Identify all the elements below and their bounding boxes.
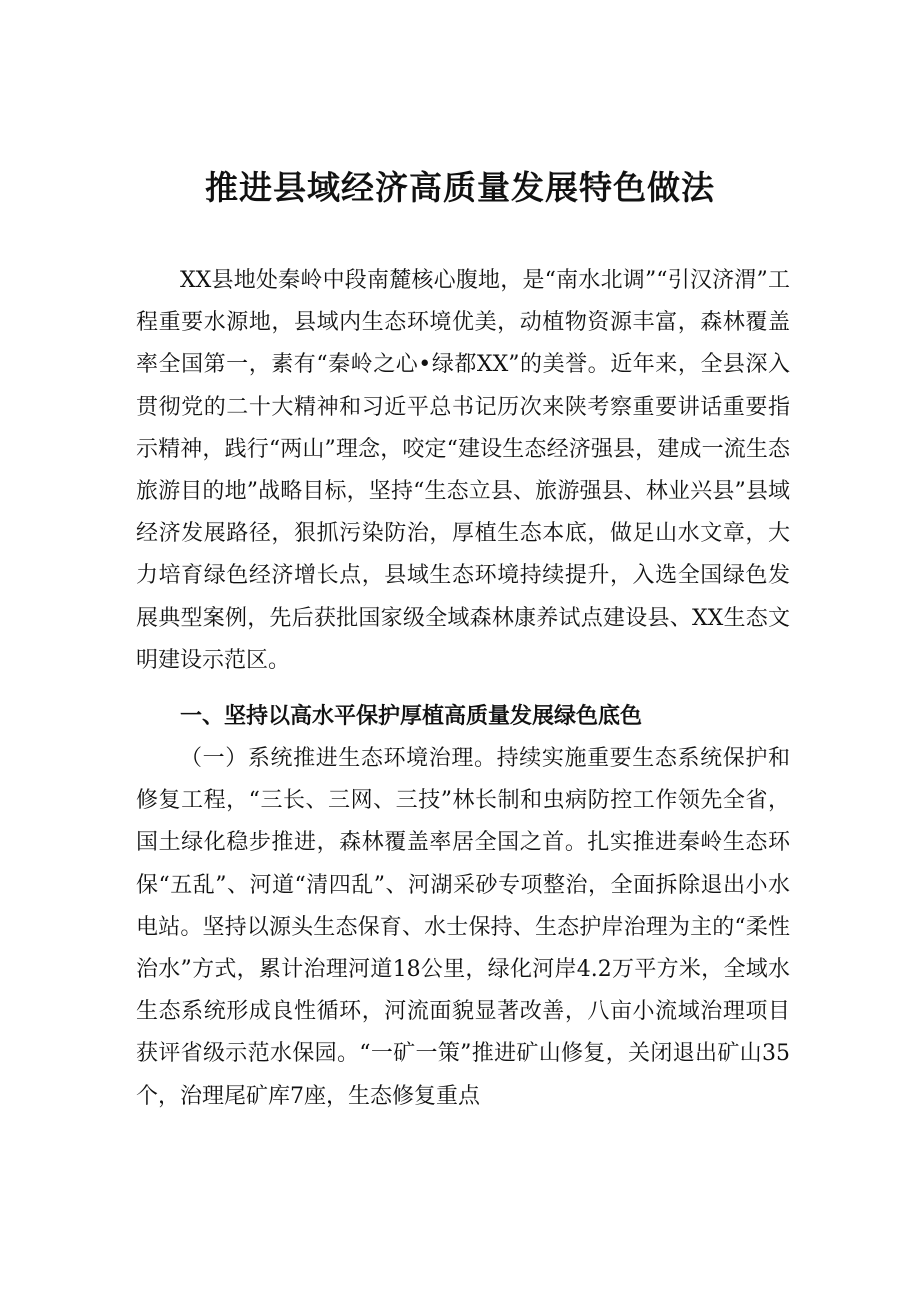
document-title: 推进县域经济高质量发展特色做法	[205, 168, 715, 207]
section-paragraph: （一）系统推进生态环境治理。持续实施重要生态系统保护和修复工程，“三长、三网、三技”林长制和虫病防控工作领先全省，国土绿化稳步推进，森林覆盖率居全国之首。扎实推进秦岭生态环保“五乱”、河道“清四乱”、河湖采砂专项整治，全面拆除退出小水电站。坚持以源头生态保育、水士保持、生态护岸治理为主的“柔性治水”方式，累计治理河道18公里，绿化河岸4.2万平方米，全域水生态系统形成良性循环，河流面貌显著改善，八亩小流域治理项目获评省级示范水保园。“一矿一策”推进矿山修复，关闭退出矿山35个，治理尾矿库7座，生态修复重点	[136, 746, 790, 1109]
intro-paragraph: XX县地处秦岭中段南麓核心腹地，是“南水北调”“引汉济渭”工程重要水源地，县域内生态环境优美，动植物资源丰富，森林覆盖率全国第一，素有“秦岭之心•绿都XX”的美誉。近年来，全县深入贯彻党的二十大精神和习近平总书记历次来陕考察重要讲话重要指示精神，践行“两山”理念，咬定“建设生态经济强县，建成一流生态旅游目的地”战略目标，坚持“生态立县、旅游强县、林业兴县”县域经济发展路径，狠抓污染防治，厚植生态本底，做足山水文章，大力培育绿色经济增长点，县域生态环境持续提升，入选全国绿色发展典型案例，先后获批国家级全域森林康养试点建设县、XX生态文明建设示范区。	[136, 268, 790, 673]
section-heading: 一、坚持以高水平保护厚植高质量发展绿色底色	[180, 704, 643, 729]
